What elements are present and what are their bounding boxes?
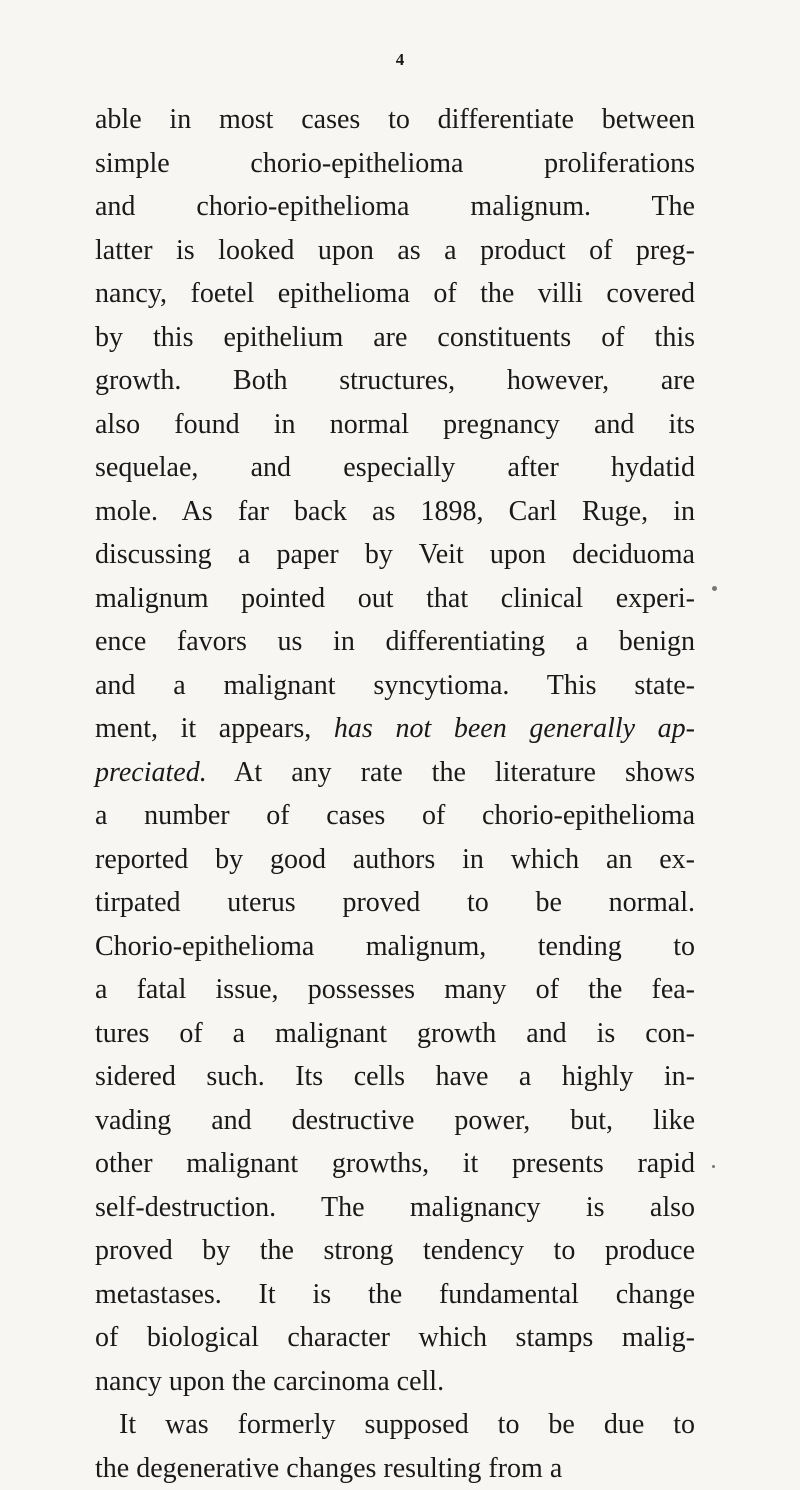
text-line [95,620,695,664]
italic-text: preciated. [95,757,207,788]
text-segment: a fatal issue, possesses many of the fea- [95,974,695,1005]
text-line [95,1055,695,1099]
text-segment: At any rate the literature shows [207,757,695,788]
text-segment: self-destruction. The malignancy is also [95,1192,695,1223]
text-line [95,98,695,142]
text-line [95,1447,695,1490]
text-line [95,925,695,969]
text-segment: Chorio-epithelioma malignum, tending to [95,931,695,962]
text-line [95,446,695,490]
text-line [95,1186,695,1230]
text-segment: and a malignant syncytioma. This state- [95,670,695,701]
text-segment: sequelae, and especially after hydatid [95,452,695,483]
text-line [95,272,695,316]
text-line [95,316,695,360]
text-line [95,490,695,534]
text-line [95,1099,695,1143]
text-segment: and chorio-epithelioma malignum. The [95,191,695,222]
text-line [95,707,695,751]
text-line [95,794,695,838]
text-line [95,1012,695,1056]
text-segment: also found in normal pregnancy and its [95,409,695,440]
text-segment: other malignant growths, it presents rapid [95,1148,695,1179]
text-line [95,403,695,447]
text-line [95,229,695,273]
text-line [95,1403,695,1447]
text-line [95,185,695,229]
italic-text: has not been generally ap- [334,713,695,744]
text-line [95,359,695,403]
text-segment: nancy upon the carcinoma cell. [95,1366,444,1397]
text-segment: sidered such. Its cells have a highly in- [95,1061,695,1092]
text-line [95,751,695,795]
text-segment: It was formerly supposed to be due to [119,1409,695,1440]
text-line [95,664,695,708]
text-line [95,533,695,577]
paper-speck [712,1165,715,1168]
text-segment: ment, it appears, [95,713,334,744]
page-number: 4 [0,50,800,70]
text-segment: a number of cases of chorio-epithelioma [95,800,695,831]
text-segment: metastases. It is the fundamental change [95,1279,695,1310]
text-segment: tures of a malignant growth and is con- [95,1018,695,1049]
text-line [95,968,695,1012]
text-line [95,1316,695,1360]
text-segment: the degenerative changes resulting from a [95,1453,562,1484]
text-segment: by this epithelium are constituents of this [95,322,695,353]
text-segment: able in most cases to differentiate between [95,104,695,135]
text-segment: reported by good authors in which an ex- [95,844,695,875]
text-segment: nancy, foetel epithelioma of the villi covered [95,278,695,309]
body-text [95,98,695,1490]
text-segment: latter is looked upon as a product of preg- [95,235,695,266]
text-segment: proved by the strong tendency to produce [95,1235,695,1266]
text-line [95,142,695,186]
text-line [95,881,695,925]
text-line [95,1142,695,1186]
text-segment: malignum pointed out that clinical experi- [95,583,695,614]
text-line [95,1229,695,1273]
text-line [95,838,695,882]
text-line [95,1360,695,1404]
text-segment: vading and destructive power, but, like [95,1105,695,1136]
text-segment: tirpated uterus proved to be normal. [95,887,695,918]
text-line [95,1273,695,1317]
paper-speck [712,586,717,591]
text-segment: discussing a paper by Veit upon deciduoma [95,539,695,570]
text-segment: growth. Both structures, however, are [95,365,695,396]
text-segment: ence favors us in differentiating a benign [95,626,695,657]
text-segment: simple chorio-epithelioma proliferations [95,148,695,179]
text-line [95,577,695,621]
text-segment: mole. As far back as 1898, Carl Ruge, in [95,496,695,527]
text-segment: of biological character which stamps malig- [95,1322,695,1353]
